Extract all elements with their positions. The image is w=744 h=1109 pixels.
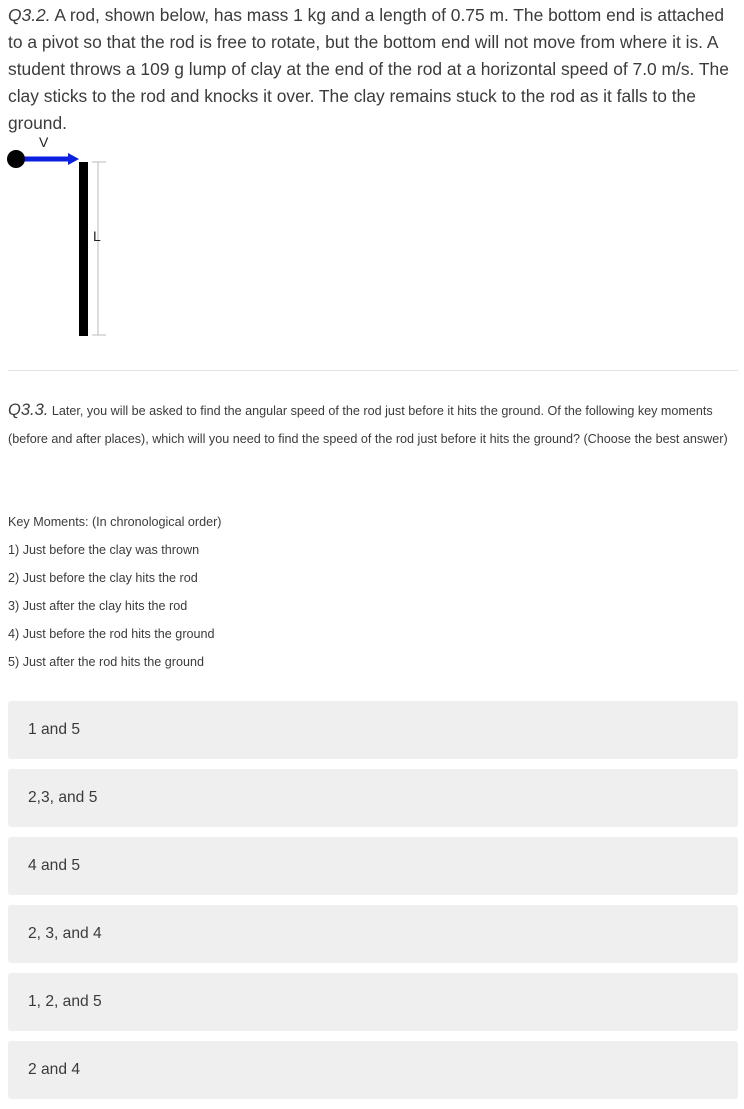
velocity-arrow-head [68,153,79,165]
rod-diagram [0,134,140,344]
question-3-2-label: Q3.2. [8,5,51,25]
question-3-3-text: Later, you will be asked to find the angular speed of the rod just before it hits the ground. Of the following key moments (before and after places), which will you need to find the speed of the rod just before it hits the ground? (Choose the best answer) [8,404,728,446]
answer-option-2[interactable]: 2,3, and 5 [8,769,738,827]
question-3-3 [8,396,738,453]
answer-option-3[interactable]: 4 and 5 [8,837,738,895]
answer-options [8,701,738,1109]
answer-option-6[interactable]: 2 and 4 [8,1041,738,1099]
rod [79,162,88,336]
key-moments-heading: Key Moments: (In chronological order) [8,515,222,529]
velocity-label: V [39,134,49,150]
answer-option-1[interactable]: 1 and 5 [8,701,738,759]
length-label: L [93,228,101,244]
question-3-2 [8,2,736,137]
section-divider [8,370,738,371]
answer-option-5[interactable]: 1, 2, and 5 [8,973,738,1031]
key-moments-list [8,508,736,676]
answer-option-4[interactable]: 2, 3, and 4 [8,905,738,963]
rod-figure [0,134,140,344]
key-moment-item: 1) Just before the clay was thrown [8,543,200,557]
question-3-2-text: A rod, shown below, has mass 1 kg and a length of 0.75 m. The bottom end is attached to a pivot so that the rod is free to rotate, but the bottom end will not move from where it is. A student throws a 109 g lump of clay at the end of the rod at a horizontal speed of 7.0 m/s. The clay sticks to the rod and knocks it over. The clay remains stuck to the rod as it falls to the ground. [8,5,729,133]
key-moment-item: 5) Just after the rod hits the ground [8,655,205,669]
key-moment-item: 3) Just after the clay hits the rod [8,599,188,613]
key-moment-item: 2) Just before the clay hits the rod [8,571,198,585]
clay-lump [7,150,25,168]
key-moment-item: 4) Just before the rod hits the ground [8,627,215,641]
question-3-3-label: Q3.3. [8,401,49,419]
